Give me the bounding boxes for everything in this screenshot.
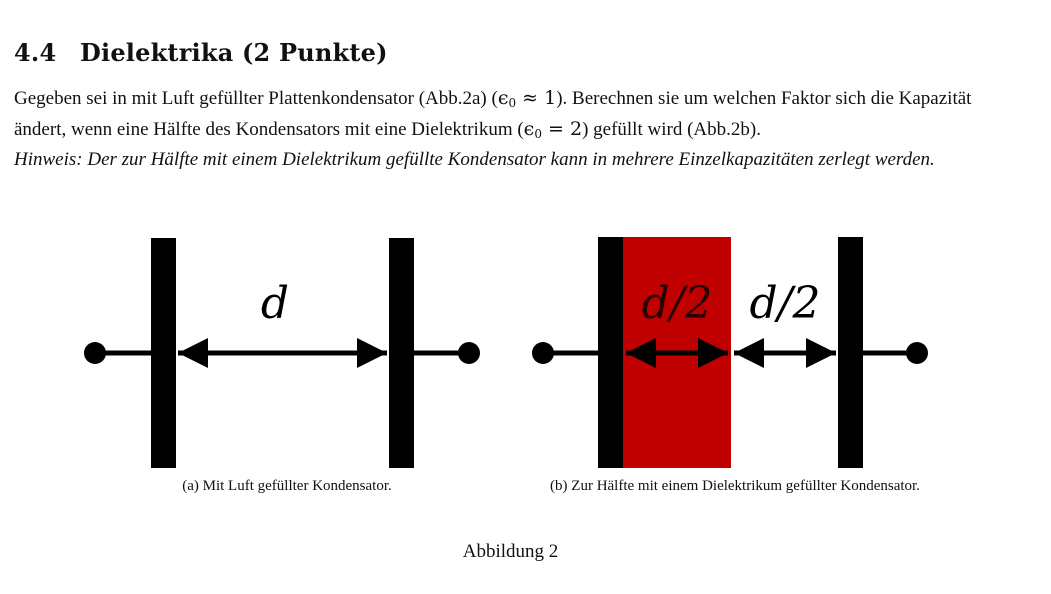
half-distance-label-left: d/2: [641, 278, 713, 329]
section-number: 4.4: [14, 38, 57, 67]
half-distance-label-right: d/2: [749, 278, 821, 329]
plate-left: [151, 238, 176, 468]
caption-a: (a) Mit Luft gefüllter Kondensator.: [182, 478, 392, 494]
capacitor-air: [84, 238, 480, 468]
caption-b: (b) Zur Hälfte mit einem Dielektrikum gefüllter Kondensator.: [550, 478, 920, 494]
hint-text: Hinweis: Der zur Hälfte mit einem Dielektrikum gefüllte Kondensator kann in mehrere Einzelkapazitäten zerlegt werden.: [14, 149, 935, 170]
epsilon-dielectric: $\epsilon_0 = 2$: [523, 117, 583, 141]
statement-part-2: ). Berechnen sie um welchen Faktor sich die Kapazität ändert, wenn eine Hälfte des Kondensators mit eine Dielektrikum (: [14, 88, 972, 140]
plate-left: [598, 237, 623, 468]
terminal-right: [906, 342, 928, 364]
statement-part-1: Gegeben sei in mit Luft gefüllter Plattenkondensator (Abb.2a) (: [14, 88, 498, 109]
problem-text: [14, 86, 1024, 173]
distance-label: d: [260, 278, 290, 329]
capacitor-half-dielectric: [532, 237, 928, 468]
epsilon-air: $\epsilon_0 \approx 1$: [497, 87, 557, 110]
problem-statement: [14, 86, 1024, 147]
terminal-right: [458, 342, 480, 364]
capacitor-figure: [0, 230, 1051, 475]
plate-right: [389, 238, 414, 468]
section-heading: [14, 38, 388, 67]
plate-right: [838, 237, 863, 468]
statement-part-3: ) gefüllt wird (Abb.2b).: [582, 118, 761, 140]
figure-label: Abbildung 2: [462, 541, 559, 562]
section-title: Dielektrika (2 Punkte): [80, 38, 388, 67]
